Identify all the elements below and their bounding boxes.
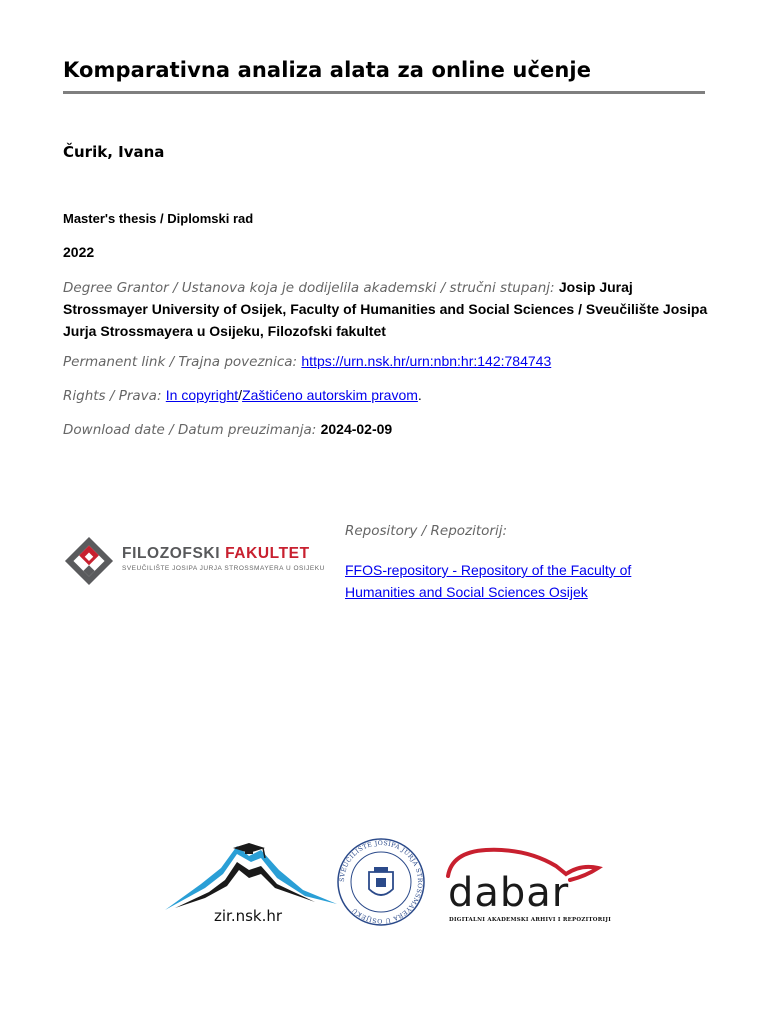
dabar-logo-subtitle: DIGITALNI AKADEMSKI ARHIVI I REPOZITORIJI bbox=[449, 917, 612, 923]
rights-link-zasticeno[interactable]: Zaštićeno autorskim pravom bbox=[242, 387, 418, 403]
seal-text: SVEUČILIŠTE JOSIPA JURJA STROSSMAYERA U OSIJEKU bbox=[338, 839, 424, 925]
ffos-logo-icon bbox=[63, 535, 115, 587]
ffos-logo-subtitle: SVEUČILIŠTE JOSIPA JURJA STROSSMAYERA U OSIJEKU bbox=[122, 565, 325, 572]
repository-link[interactable]: FFOS-repository - Repository of the Faculty of Humanities and Social Sciences Osijek bbox=[345, 562, 632, 600]
rights-end: . bbox=[417, 387, 422, 403]
ffos-logo-name bbox=[122, 545, 310, 563]
document-title: Komparativna analiza alata za online učenje bbox=[63, 58, 592, 82]
rights-row bbox=[63, 385, 713, 407]
document-type: Master's thesis / Diplomski rad bbox=[63, 211, 254, 226]
download-date-label: Download date / Datum preuzimanja: bbox=[63, 422, 317, 438]
permanent-link-row bbox=[63, 351, 713, 373]
university-seal-icon bbox=[336, 837, 426, 927]
degree-grantor bbox=[63, 277, 713, 343]
download-date-value: 2024-02-09 bbox=[320, 421, 393, 437]
download-date-row bbox=[63, 419, 713, 441]
rights-label: Rights / Prava: bbox=[63, 388, 162, 404]
author: Čurik, Ivana bbox=[63, 143, 165, 161]
title-divider bbox=[63, 91, 705, 94]
ffos-name-part1: FILOZOFSKI bbox=[122, 545, 221, 562]
degree-grantor-label: Degree Grantor / Ustanova koja je dodijelila akademski / stručni stupanj: bbox=[63, 280, 555, 296]
repository-link-wrap bbox=[345, 560, 655, 604]
ffos-name-part2: FAKULTET bbox=[225, 545, 310, 562]
zir-logo-icon bbox=[165, 838, 337, 910]
permanent-link-label: Permanent link / Trajna poveznica: bbox=[63, 354, 298, 370]
rights-link-in-copyright[interactable]: In copyright bbox=[165, 387, 239, 403]
degree-grantor-value: Josip Juraj Strossmayer University of Osijek, Faculty of Humanities and Social Sciences / Sveučilište Josipa Jurja Strossmayera u Osijeku, Filozofski fakultet bbox=[63, 279, 708, 339]
zir-logo-text: zir.nsk.hr bbox=[214, 907, 283, 925]
permanent-link[interactable]: https://urn.nsk.hr/urn:nbn:hr:142:784743 bbox=[301, 353, 552, 369]
dabar-logo-text: dabar bbox=[448, 870, 570, 916]
rights-separator: / bbox=[238, 387, 243, 403]
repository-label: Repository / Repozitorij: bbox=[345, 523, 508, 539]
year: 2022 bbox=[63, 244, 95, 260]
